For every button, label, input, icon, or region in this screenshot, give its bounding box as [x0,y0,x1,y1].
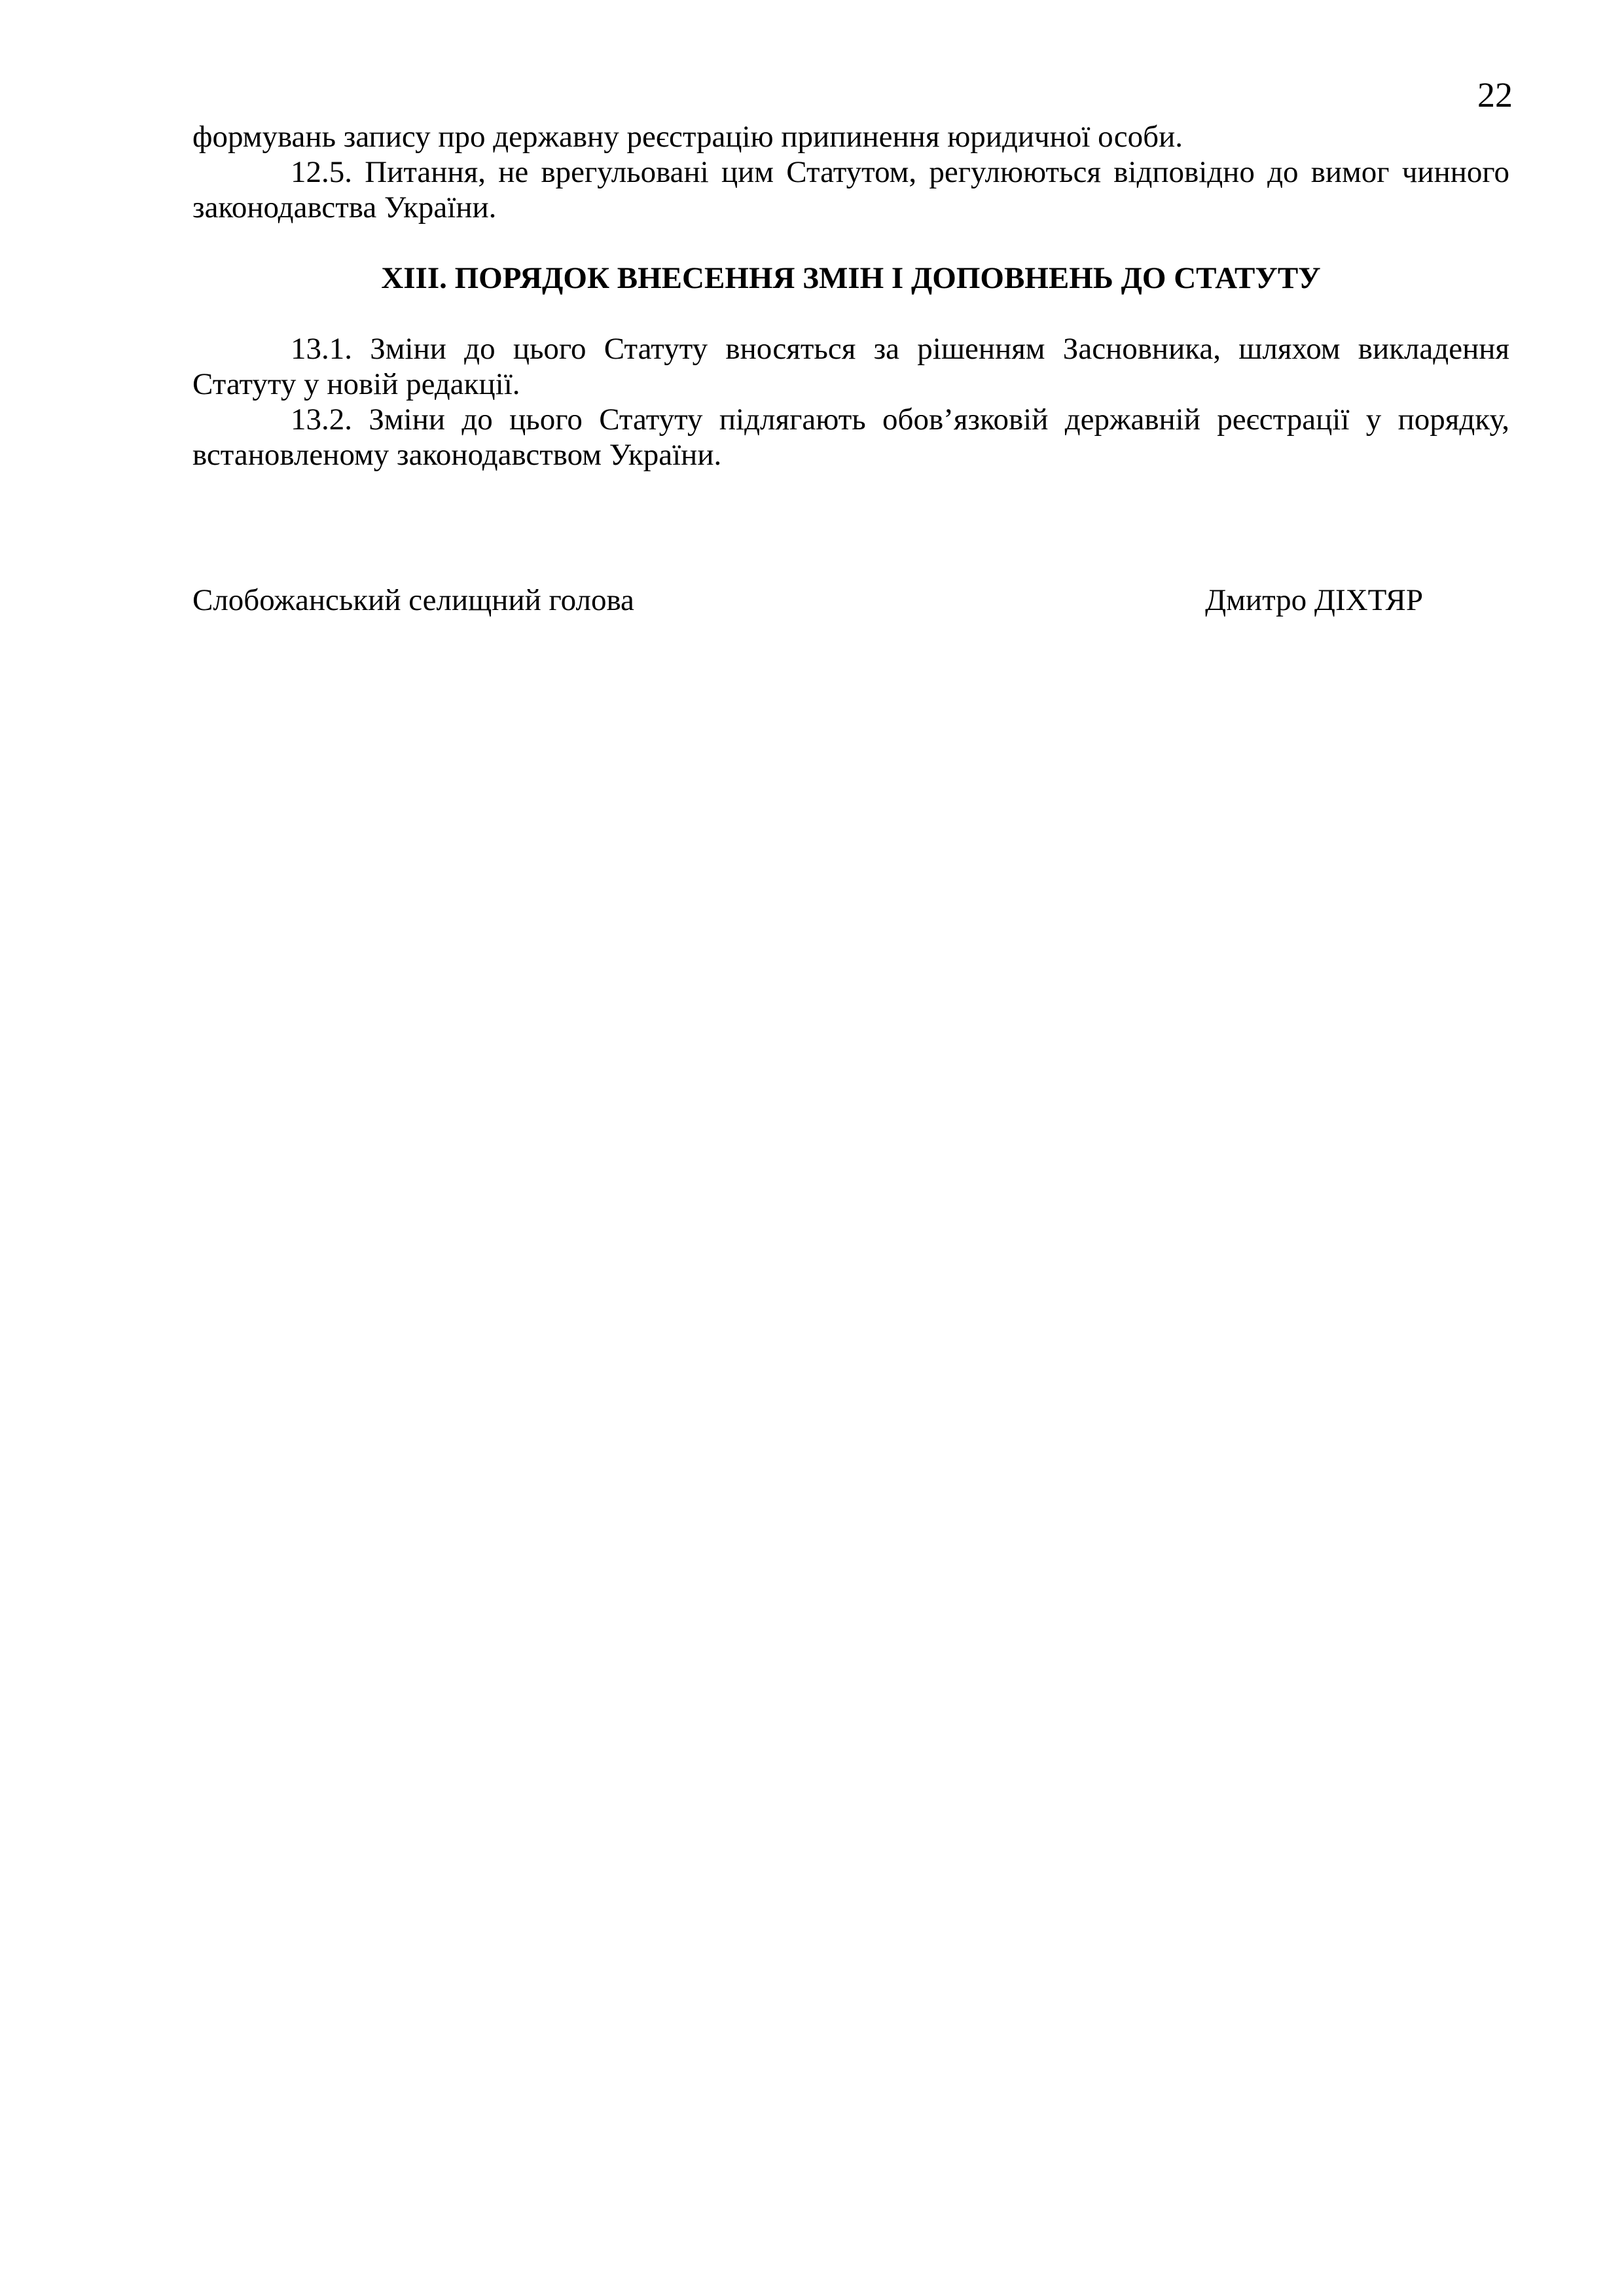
section-heading-xiii: ХІІІ. ПОРЯДОК ВНЕСЕННЯ ЗМІН І ДОПОВНЕНЬ ДО СТАТУТУ [381,261,1321,295]
paragraph-12-5: 12.5. Питання, не врегульовані цим Статутом, регулюються відповідно до вимог чинного законодавства України. [192,155,1509,224]
document-body [192,119,1509,473]
signatory-position: Слобожанський селищний голова [192,583,634,617]
paragraph-13-1: 13.1. Зміни до цього Статуту вносяться за рішенням Засновника, шляхом викладення Статуту у новій редакції. [192,332,1509,401]
paragraph-12-4-end: формувань запису про державну реєстрацію припинення юридичної особи. [192,120,1183,154]
signature-block [192,583,1423,618]
paragraph-13-2: 13.2. Зміни до цього Статуту підлягають обов’язковій державній реєстрації у порядку, встановленому законодавством України. [192,403,1509,472]
page-number: 22 [1477,75,1513,115]
signatory-name: Дмитро ДІХТЯР [1205,583,1423,617]
